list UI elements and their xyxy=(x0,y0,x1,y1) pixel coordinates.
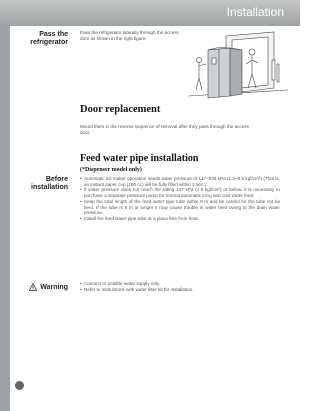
feed-water-bullets xyxy=(80,176,280,222)
page-number-badge xyxy=(15,381,24,390)
warning-heading xyxy=(29,283,68,291)
before-installation-label xyxy=(31,176,68,192)
refrigerator-figure xyxy=(186,30,290,102)
bullet-item: • Connect to potable water supply only. xyxy=(80,281,280,287)
warning-bullets xyxy=(80,281,280,293)
bullet-item: • If water pressure does not reach the rating 147 kPa (1.5 kgf/cm²) or below, it is necessary to purchase a separate pressure pump for normal automatic icing and cool water feed. xyxy=(80,187,280,198)
bullet-item: • Install the feed water pipe tube at a place free from heat. xyxy=(80,216,280,222)
pass-text-line: Pass the refrigerator laterally through the access xyxy=(80,30,179,35)
pass-label-line: Pass the xyxy=(39,31,68,38)
pass-section-label xyxy=(30,31,68,47)
warning-icon xyxy=(29,283,37,291)
pass-text-line: door as shown in the right figure. xyxy=(80,36,147,41)
door-description xyxy=(80,124,249,136)
feed-water-subtitle: (*Dispenser model only) xyxy=(80,167,142,173)
bullet-item: • Keep the total length of the feed water pipe tube within 8 m and be careful for the tube not be bent. If the tube is 8 m or longer it may cause trouble in water feed owing to the drain water pressure. xyxy=(80,199,280,216)
bullet-item: • Automatic ice maker operation needs water pressure of 147~834 kPa (1.5~8.5 kgf/cm²) (That is, an instant paper cup (180 cc) will be fully filled within 3 sec.). xyxy=(80,176,280,187)
warning-label: Warning xyxy=(40,283,68,291)
sidebar-bar xyxy=(0,26,10,411)
bullet-item: • Refer to instructions with water filter kit for installation. xyxy=(80,287,280,293)
door-text-line: door. xyxy=(80,130,91,135)
page-header xyxy=(0,0,300,26)
feed-water-title: Feed water pipe installation xyxy=(80,153,199,164)
door-text-line: Mount them in the reverse sequence of removal after they pass through the access xyxy=(80,124,249,129)
header-title: Installation xyxy=(226,5,284,19)
pass-description xyxy=(80,30,179,42)
before-label-line: installation xyxy=(31,184,68,191)
before-label-line: Before xyxy=(45,176,68,183)
door-replacement-title: Door replacement xyxy=(80,104,161,115)
pass-label-line: refrigerator xyxy=(30,39,68,46)
